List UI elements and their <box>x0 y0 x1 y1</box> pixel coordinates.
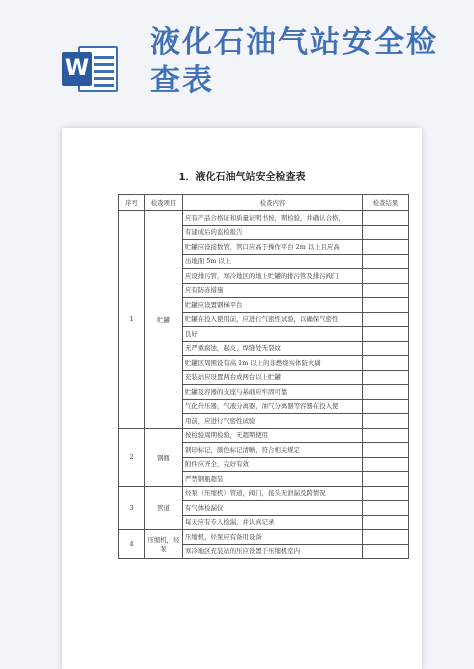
check-result <box>363 544 409 559</box>
check-content: 良好 <box>183 327 363 342</box>
check-content: 按检验周期检验，无超期使用 <box>183 428 363 443</box>
row-number: 3 <box>119 486 145 530</box>
check-result <box>363 240 409 255</box>
check-result <box>363 356 409 371</box>
check-content: 严禁钢瓶超装 <box>183 472 363 487</box>
check-result <box>363 269 409 284</box>
check-result <box>363 472 409 487</box>
check-item: 管道 <box>145 486 183 530</box>
check-content: 有气体检漏仪 <box>183 501 363 516</box>
check-result <box>363 341 409 356</box>
table-row <box>119 428 409 443</box>
check-result <box>363 399 409 414</box>
check-content: 贮罐及容器的支座与基础应牢固可靠 <box>183 385 363 400</box>
table-row <box>119 211 409 226</box>
check-result <box>363 312 409 327</box>
check-result <box>363 486 409 501</box>
check-content: 附件应齐全，完好有效 <box>183 457 363 472</box>
table-row <box>119 486 409 501</box>
check-content: 出地面 5m 以上 <box>183 254 363 269</box>
row-number: 2 <box>119 428 145 486</box>
check-result <box>363 530 409 545</box>
check-result <box>363 370 409 385</box>
check-content: 寒冷地区充装站的压应设置于压缩机室内 <box>183 544 363 559</box>
check-item: 贮罐 <box>145 211 183 429</box>
check-result <box>363 414 409 429</box>
word-icon <box>62 40 122 96</box>
checklist-title: 1．液化石油气站安全检查表 <box>178 172 306 183</box>
check-result <box>363 501 409 516</box>
check-item: 钢瓶 <box>145 428 183 486</box>
column-header-item: 检查项目 <box>145 195 183 211</box>
row-number: 1 <box>119 211 145 429</box>
check-result <box>363 211 409 226</box>
check-result <box>363 457 409 472</box>
check-item: 压缩机，烃泵 <box>145 530 183 559</box>
check-result <box>363 443 409 458</box>
check-content: 应有产品合格证和质量证明书按，期检验，并确认合格， <box>183 211 363 226</box>
check-content: 压缩机，烃泵应有备用设备 <box>183 530 363 545</box>
document-page <box>62 128 422 669</box>
check-content: 贮罐应设置钢梯平台 <box>183 298 363 313</box>
document-heading: 液化石油气站安全检查表 <box>150 25 438 98</box>
check-content: 气化升压器，气液分离器，油气分离器等容器在投入使 <box>183 399 363 414</box>
table-row <box>119 530 409 545</box>
check-content: 贮罐在投入使用前，应进行气密性试验，以确保气密性 <box>183 312 363 327</box>
check-content: 贮罐区周围设有高 1m 以上的非燃烧实体防火墙 <box>183 356 363 371</box>
check-content: 有建成后的监检报告 <box>183 225 363 240</box>
check-content: 应设排污管，寒冷地区的地上贮罐的排污管及排污阀门 <box>183 269 363 284</box>
table-body <box>119 211 409 559</box>
column-header-content: 检查内容 <box>183 195 363 211</box>
check-result <box>363 327 409 342</box>
check-result <box>363 283 409 298</box>
check-result <box>363 254 409 269</box>
word-badge: W <box>62 52 92 86</box>
row-number: 4 <box>119 530 145 559</box>
check-result <box>363 385 409 400</box>
check-result <box>363 428 409 443</box>
check-content: 用前，应进行气密性试验 <box>183 414 363 429</box>
table-header-row <box>119 195 409 211</box>
checklist-table <box>118 194 409 559</box>
column-header-result: 检查结果 <box>363 195 409 211</box>
check-content: 每天应有专人检漏，并认真记录 <box>183 515 363 530</box>
check-content: 充装站应设置两台或两台以上贮罐 <box>183 370 363 385</box>
page-header <box>0 0 474 110</box>
check-content: 钢印标记，颜色标记清晰，符合相关规定 <box>183 443 363 458</box>
check-content: 无严重腐蚀，起皮，焊缝处无裂纹 <box>183 341 363 356</box>
check-content: 烃泵（压缩机）管道，阀门，接头无泄漏及跨情况 <box>183 486 363 501</box>
column-header-no: 序号 <box>119 195 145 211</box>
check-content: 应有防冻措施 <box>183 283 363 298</box>
check-result <box>363 298 409 313</box>
check-result <box>363 225 409 240</box>
check-content: 贮罐应设接数管，管口应高于操作平台 2m 以上且应高 <box>183 240 363 255</box>
check-result <box>363 515 409 530</box>
